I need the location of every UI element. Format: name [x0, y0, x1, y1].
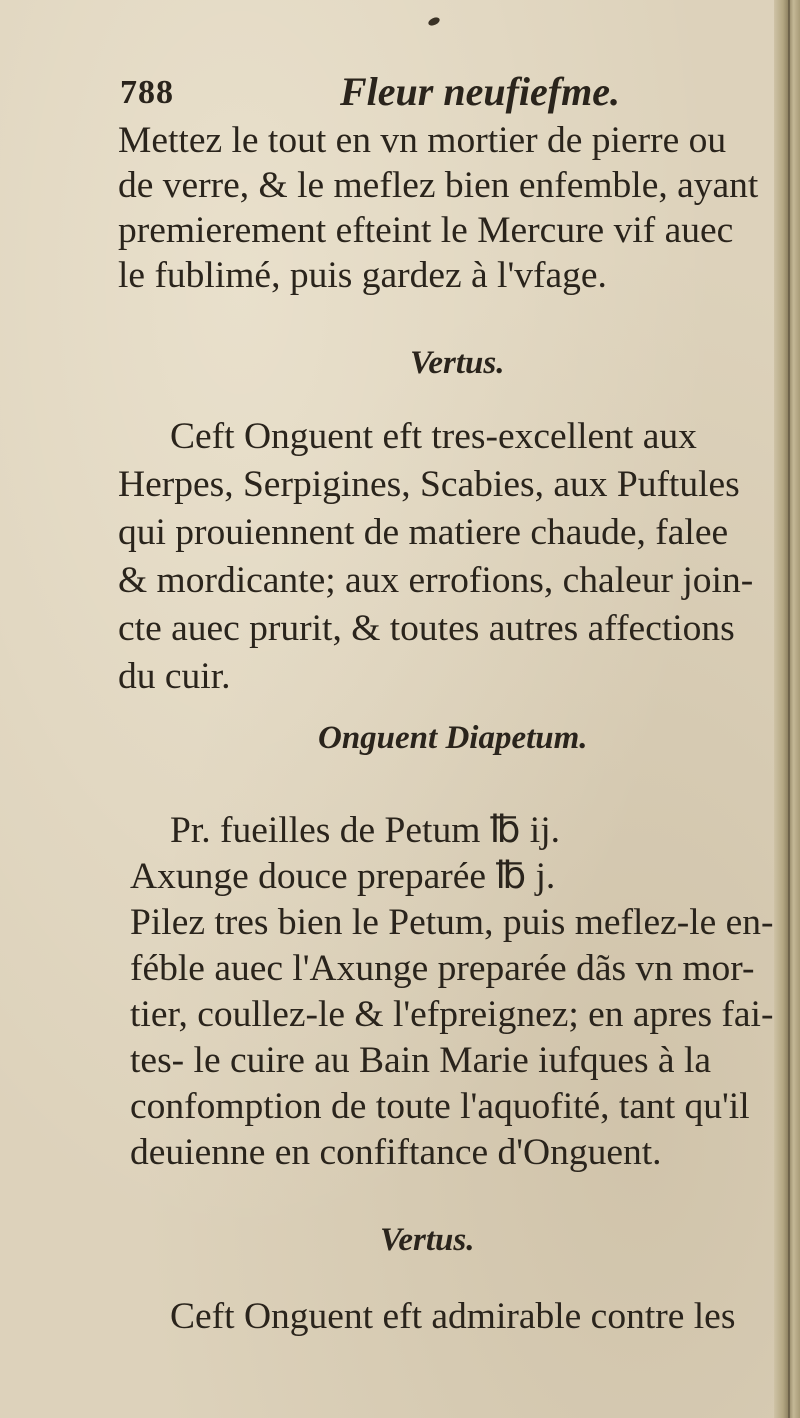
text-line: du cuir.	[118, 656, 231, 697]
text-line: le fublimé, puis gardez à l'vfage.	[118, 255, 607, 296]
page-binding-line	[788, 0, 790, 1418]
section-heading-vertus: Vertus.	[410, 345, 505, 381]
text-line: & mordicante; aux errofions, chaleur join-	[118, 560, 754, 601]
ink-blot	[427, 16, 441, 27]
text-line: cte auec prurit, & toutes autres affections	[118, 608, 735, 649]
text-line: Axunge douce preparée ℔ j.	[130, 856, 556, 897]
running-title: Fleur neufiefme.	[340, 69, 620, 114]
text-line: tier, coullez-le & l'efpreignez; en apres fai-	[130, 994, 774, 1035]
text-line: qui prouiennent de matiere chaude, falee	[118, 512, 729, 553]
text-line: premierement efteint le Mercure vif auec	[118, 210, 734, 251]
text-line: de verre, & le meflez bien enfemble, ayant	[118, 165, 759, 206]
running-head	[110, 64, 750, 114]
text-line: Pilez tres bien le Petum, puis meflez-le en-	[130, 902, 774, 943]
page-edge	[774, 0, 800, 1418]
text-line: deuienne en confiftance d'Onguent.	[130, 1132, 662, 1173]
text-line: Ceft Onguent eft admirable contre les	[170, 1296, 736, 1337]
section-heading-vertus-2: Vertus.	[380, 1222, 475, 1258]
text-line: Pr. fueilles de Petum ℔ ij.	[170, 810, 561, 851]
text-line: tes- le cuire au Bain Marie iufques à la	[130, 1040, 712, 1081]
text-line: féble auec l'Axunge preparée dãs vn mor-	[130, 948, 755, 989]
section-heading-onguent-diapetum: Onguent Diapetum.	[318, 720, 588, 756]
text-line: Herpes, Serpigines, Scabies, aux Puftules	[118, 464, 740, 505]
text-line: Mettez le tout en vn mortier de pierre ou	[118, 120, 727, 161]
page-number: 788	[120, 74, 174, 111]
text-line: confomption de toute l'aquofité, tant qu'il	[130, 1086, 750, 1127]
text-line: Ceft Onguent eft tres-excellent aux	[170, 416, 697, 457]
